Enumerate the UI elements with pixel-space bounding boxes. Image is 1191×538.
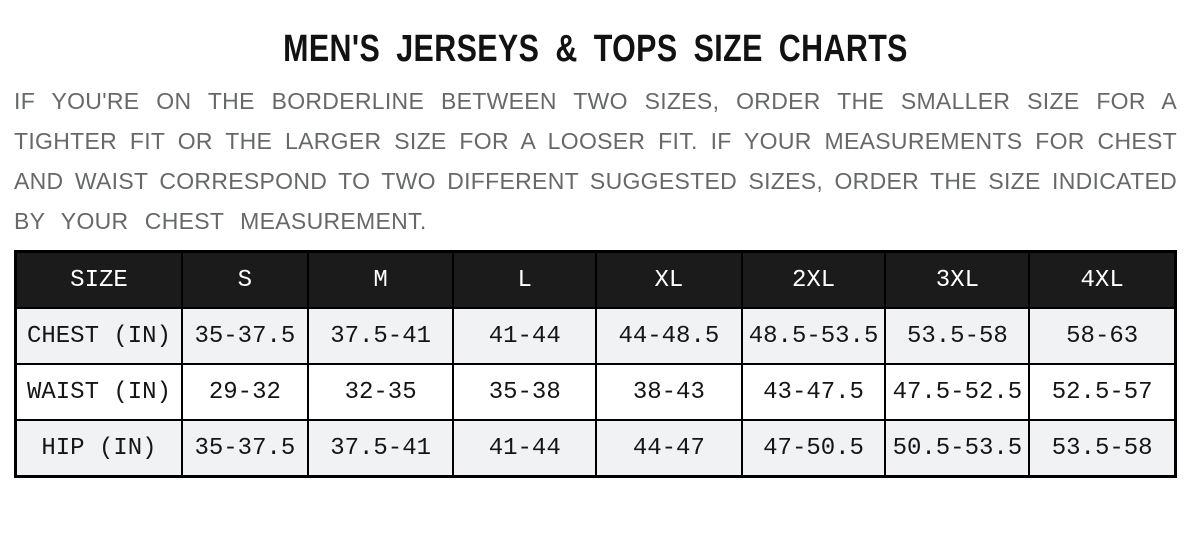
header-row [16, 252, 1176, 309]
cell-hip-xl: 44-47 [596, 420, 742, 477]
column-header-l: L [453, 252, 596, 309]
cell-waist-m: 32-35 [308, 364, 454, 420]
column-header-2xl: 2XL [742, 252, 886, 309]
column-header-3xl: 3XL [885, 252, 1029, 309]
cell-chest-2xl: 48.5-53.5 [742, 308, 886, 364]
row-label-waist: WAIST (IN) [16, 364, 182, 420]
intro-line-4: BY YOUR CHEST MEASUREMENT. [14, 208, 427, 234]
cell-waist-3xl: 47.5-52.5 [885, 364, 1029, 420]
cell-waist-s: 29-32 [182, 364, 308, 420]
cell-chest-s: 35-37.5 [182, 308, 308, 364]
intro-line-2: TIGHTER FIT OR THE LARGER SIZE FOR A LOOSER FIT. IF YOUR MEASUREMENTS FOR CHEST [14, 128, 1177, 154]
intro-line-3: AND WAIST CORRESPOND TO TWO DIFFERENT SUGGESTED SIZES, ORDER THE SIZE INDICATED [14, 168, 1177, 194]
cell-hip-2xl: 47-50.5 [742, 420, 886, 477]
column-header-xl: XL [596, 252, 742, 309]
table-row-waist [16, 364, 1176, 420]
column-header-m: M [308, 252, 454, 309]
row-label-chest: CHEST (IN) [16, 308, 182, 364]
cell-waist-2xl: 43-47.5 [742, 364, 886, 420]
cell-hip-m: 37.5-41 [308, 420, 454, 477]
cell-waist-xl: 38-43 [596, 364, 742, 420]
cell-waist-4xl: 52.5-57 [1029, 364, 1175, 420]
cell-chest-l: 41-44 [453, 308, 596, 364]
page-title: MEN'S JERSEYS & TOPS SIZE CHARTS [283, 28, 908, 70]
cell-hip-4xl: 53.5-58 [1029, 420, 1175, 477]
cell-chest-4xl: 58-63 [1029, 308, 1175, 364]
intro-paragraph [14, 81, 1177, 241]
column-header-4xl: 4XL [1029, 252, 1175, 309]
size-chart-table [14, 250, 1177, 478]
table-row-chest [16, 308, 1176, 364]
row-label-hip: HIP (IN) [16, 420, 182, 477]
cell-chest-xl: 44-48.5 [596, 308, 742, 364]
intro-line-1: IF YOU'RE ON THE BORDERLINE BETWEEN TWO SIZES, ORDER THE SMALLER SIZE FOR A [14, 88, 1177, 114]
cell-hip-3xl: 50.5-53.5 [885, 420, 1029, 477]
column-header-size: SIZE [16, 252, 182, 309]
table-row-hip [16, 420, 1176, 477]
cell-chest-3xl: 53.5-58 [885, 308, 1029, 364]
cell-hip-l: 41-44 [453, 420, 596, 477]
cell-waist-l: 35-38 [453, 364, 596, 420]
size-chart-page [0, 28, 1191, 478]
cell-chest-m: 37.5-41 [308, 308, 454, 364]
column-header-s: S [182, 252, 308, 309]
cell-hip-s: 35-37.5 [182, 420, 308, 477]
